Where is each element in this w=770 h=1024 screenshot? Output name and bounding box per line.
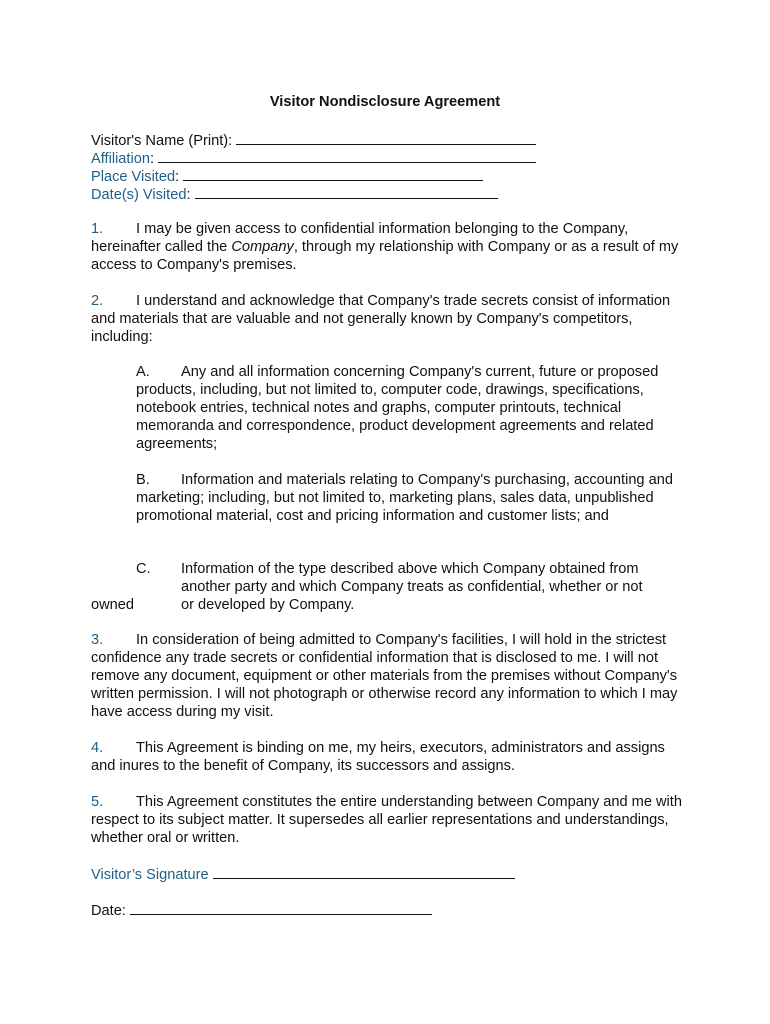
subclause-a-text: Any and all information concerning Company's current, future or proposed products, including, but not limited to, computer code, drawings, specifications, notebook entries, technical notes and graphs, computer printouts, technical memoranda and correspondence, product development agreements and related agreements;	[136, 364, 659, 452]
clause-5	[91, 793, 691, 847]
signature-row	[91, 864, 515, 884]
affiliation-colon: :	[149, 151, 155, 167]
dates-visited-colon: :	[186, 187, 191, 203]
clause-4-number: 4.	[91, 740, 104, 756]
date-row	[91, 900, 432, 920]
clause-4-text: This Agreement is binding on me, my heirs, executors, administrators and assigns and inures to the benefit of Company, its successors and assigns.	[91, 740, 665, 774]
date-field[interactable]	[130, 900, 432, 915]
subclause-c-line-3: or developed by Company.	[181, 597, 355, 613]
clause-1-number: 1.	[91, 221, 104, 237]
affiliation-row	[91, 148, 536, 168]
dates-visited-field[interactable]	[195, 184, 498, 199]
clause-2-number: 2.	[91, 293, 104, 309]
page-title: Visitor Nondisclosure Agreement	[269, 94, 501, 110]
affiliation-label: Affiliation	[91, 151, 150, 167]
clause-5-text: This Agreement constitutes the entire understanding between Company and me with respect to its subject matter. It supersedes all earlier representations and understandings, whether oral or written.	[91, 794, 682, 846]
clause-2	[91, 292, 691, 346]
subclause-b	[136, 471, 691, 525]
signature-label: Visitor’s Signature	[91, 867, 209, 883]
subclause-b-text: Information and materials relating to Company's purchasing, accounting and marketing; including, but not limited to, marketing plans, sales data, unpublished promotional material, cost and pricing information and customer lists; and	[136, 472, 673, 524]
subclause-c-owned: owned	[91, 597, 135, 613]
clause-4	[91, 739, 691, 775]
visitor-name-field[interactable]	[236, 130, 536, 145]
subclause-a-letter: A.	[136, 364, 150, 380]
subclause-c-line-1: Information of the type described above which Company obtained from	[181, 561, 639, 577]
signature-field[interactable]	[213, 864, 515, 879]
affiliation-field[interactable]	[158, 148, 536, 163]
clause-3-text: In consideration of being admitted to Company's facilities, I will hold in the strictest confidence any trade secrets or confidential information that is disclosed to me. I will not remove any document, equipment or other materials from the premises without Company's written permission. I will not photograph or otherwise record any information to which I may have access during my visit.	[91, 632, 678, 720]
clause-1	[91, 220, 691, 274]
place-visited-row	[91, 166, 483, 186]
clause-1-text-b: , through my relationship with Company or as a result of my access to Company's premises.	[91, 239, 679, 273]
visitor-name-row	[91, 130, 536, 150]
subclause-c	[91, 560, 691, 614]
subclause-a	[136, 363, 691, 453]
place-visited-field[interactable]	[183, 166, 483, 181]
dates-visited-label: Date(s) Visited	[91, 187, 187, 203]
clause-3	[91, 631, 691, 721]
clause-5-number: 5.	[91, 794, 104, 810]
dates-visited-row	[91, 184, 498, 204]
visitor-name-label: Visitor's Name (Print):	[91, 133, 233, 149]
subclause-b-letter: B.	[136, 472, 150, 488]
subclause-c-letter: C.	[136, 561, 151, 577]
place-visited-label: Place Visited	[91, 169, 176, 185]
date-label: Date:	[91, 903, 126, 919]
clause-1-italic: Company	[231, 239, 294, 255]
clause-1-text-a: I may be given access to confidential information belonging to the Company, hereinafter called the	[91, 221, 629, 255]
clause-3-number: 3.	[91, 632, 104, 648]
place-visited-colon: :	[175, 169, 180, 185]
subclause-c-line-2: another party and which Company treats as confidential, whether or not	[181, 579, 643, 595]
clause-2-text: I understand and acknowledge that Company's trade secrets consist of information and materials that are valuable and not generally known by Company's competitors, including:	[91, 293, 671, 345]
